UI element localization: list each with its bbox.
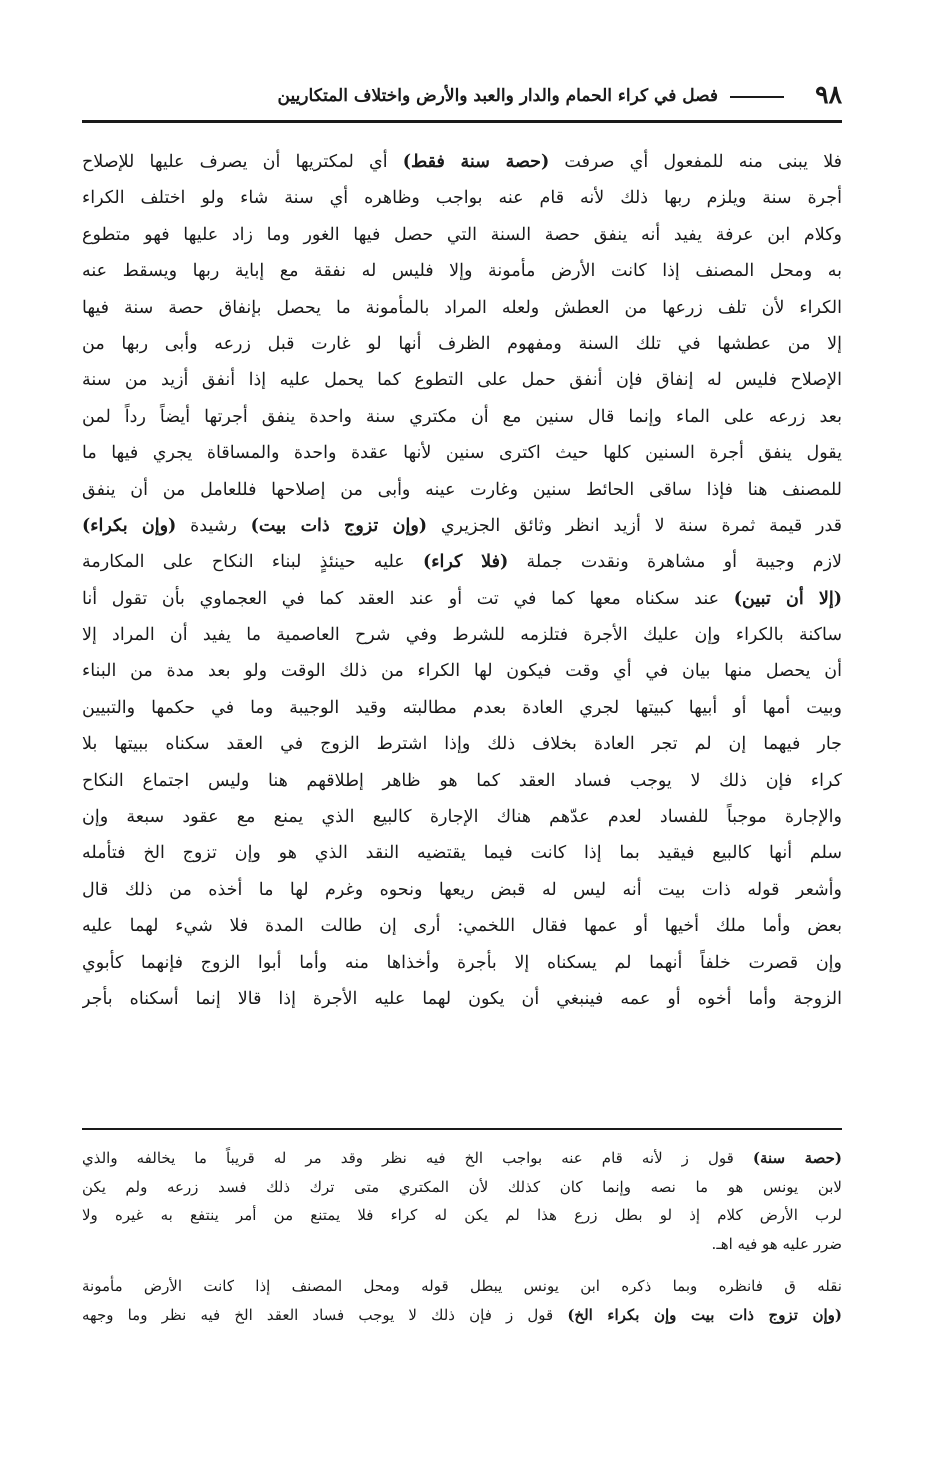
footnote-rule <box>82 1128 842 1130</box>
text-line: إلا من عطشها في تلك السنة ومفهوم الظرف أنها لو غارت قبل زرعه وأبى ربها من <box>82 333 842 354</box>
text-line: وإن قصرت خلفاً أنهما لم يسكناه إلا بأجرة وأخذاها منه وأما أبوا الزوج فإنهما كأبوي <box>82 952 842 973</box>
text-line: يقول ينفق أجرة السنين كلها حيث اكترى سنين لأنها عقدة واحدة والمساقاة يجري فيها ما <box>82 443 842 464</box>
text-line: الزوجة وأما أخوه أو عمه فينبغي أن يكون لهما عليه الأجرة إذا قالا إنما أسكناه بأجر <box>82 988 842 1009</box>
text-line: للمصنف هنا فإذا ساقى الحائط سنين وغارت عينه وأبى من إصلاحها فللعامل من أن ينفق <box>82 479 842 500</box>
footnote-line: لرب الأرض كلام إذ لو بطل زرع هذا لم يكن له كراء فلا يمتنع من أمر ينتفع به غيره ولا <box>82 1206 842 1225</box>
text-line: قدر قيمة ثمرة سنة لا أزيد انظر وثائق الجزيري (وإن تزوج ذات بيت) رشيدة (وإن بكراء) <box>82 515 842 536</box>
text-line: وبيت أمها أو أبيها كبيتها لجري العادة بعدم مطالبته وقيد الوجيبة وما في حكمها والتبيين <box>82 697 842 718</box>
text-line: سلم أنها كالبيع فيقيد بما إذا كانت فيما يقتضيه النقد الذي هو وإن تزوج الخ فتأمله <box>82 843 842 864</box>
bold-term: (وإن تزوج ذات بيت) <box>250 515 428 536</box>
text-line: به ومحل المصنف إذا كانت الأرض مأمونة وإلا فليس له نفقة مع إباية ربها ويسقط عنه <box>82 261 842 282</box>
text-line: أجرة سنة ويلزم ربها ذلك لأنه قام عنه بواجب وظاهره أي سنة شاء ولو اختلف الكراء <box>82 188 842 209</box>
bold-term: (إلا أن تبين) <box>733 588 842 609</box>
bold-term: (وإن بكراء) <box>82 515 177 536</box>
text-line: بعض وأما ملك أخيها أو عمها فقال اللخمي: أرى إن طالت المدة فلا شيء لهما عليه <box>82 916 842 937</box>
text-line: أن يحصل منها بيان في أي وقت فيكون لها الكراء من ذلك الوقت ولو بعد مدة من البناء <box>82 661 842 682</box>
text-line: لازم وجيبة أو مشاهرة ونقدت جملة (فلا كراء) عليه حينئذٍ لبناء النكاح على المكارمة <box>82 552 842 573</box>
text-line: بعد زرعه على الماء وإنما قال سنين مع أن مكتري سنة واحدة ينفق أجرتها أيضاً رداً لمن <box>82 406 842 427</box>
text-line: والإجارة موجباً للفساد لعدم عدّهم هناك الإجارة كالبيع الذي يمنع مع عقود سبعة وإن <box>82 807 842 828</box>
text-line: وأشعر قوله ذات بيت أنه ليس له قبض ريعها ونحوه وغرم لها ما أخذه من ذلك قال <box>82 879 842 900</box>
footnote-line: نقله ق فانظره وبما ذكره ابن يونس يبطل قوله ومحل المصنف إذا كانت الأرض مأمونة <box>82 1277 842 1296</box>
bold-term: (فلا كراء) <box>422 552 509 573</box>
text-line: كراء فإن ذلك لا يوجب فساد العقد كما هو ظاهر إطلاقهم هنا وليس اجتماع النكاح <box>82 770 842 791</box>
footnotes <box>82 1144 842 1330</box>
footnote-line: ضرر عليه هو فيه اهـ. <box>711 1234 842 1253</box>
text-line: جار فيهما إن لم تجر العادة بخلاف ذلك وإذا اشترط الزوج في العقد سكناه ببيتها بلا <box>82 734 842 755</box>
bold-term: (حصة سنة) <box>752 1149 842 1167</box>
text-line: فلا يبنى منه للمفعول أي صرفت (حصة سنة فقط) أي لمكتريها أن يصرف عليها للإصلاح <box>82 152 842 172</box>
text-line: (إلا أن تبين) عند سكناه معها كما في تت أو عند العقد كما في العجماوي بأن تقول أنا <box>82 588 842 609</box>
footnote-line: (حصة سنة) قول ز لأنه قام عنه بواجب الخ فيه نظر وقد مر له قريباً ما يخالفه والذي <box>82 1149 842 1167</box>
main-text <box>82 144 842 1017</box>
header-dash <box>730 96 784 98</box>
text-line: الإصلاح فليس له إنفاق فإن أنفق حمل على التطوع كما يحمل عليه إذا أنفق أزيد من سنة <box>82 370 842 391</box>
header-rule <box>82 120 842 123</box>
text-line: الكراء لأن تلف زرعها من العطش ولعله المراد بالمأمونة ما يحصل بإنفاق حصة سنة فيها <box>82 297 842 318</box>
page-number: ٩٨ <box>815 80 842 109</box>
page-header <box>82 80 842 114</box>
running-title: فصل في كراء الحمام والدار والعبد والأرض واختلاف المتكاريين <box>277 86 718 106</box>
bold-term: (وإن تزوج ذات بيت وإن بكراء الخ) <box>567 1305 842 1324</box>
bold-term: (حصة سنة فقط) <box>402 152 550 172</box>
text-line: وكلام ابن عرفة يفيد أنه ينفق حصة السنة التي حصل فيها الغور وما زاد عليها فهو متطوع <box>82 224 842 245</box>
text-line: ساكنة بالكراء وإن عليك الأجرة فتلزمه للشرط وفي شرح العاصمية ما يفيد أن المراد إلا <box>82 625 842 646</box>
footnote-line: لابن يونس هو ما نصه وإنما كان كذلك لأن المكتري متى ترك ذلك فسد زرعه ولم يكن <box>82 1177 842 1196</box>
footnote-line: (وإن تزوج ذات بيت وإن بكراء الخ) قول ز فإن ذلك لا يوجب فساد العقد الخ فيه نظر وما وجهه <box>82 1305 842 1324</box>
footnote-gap <box>82 1258 842 1272</box>
